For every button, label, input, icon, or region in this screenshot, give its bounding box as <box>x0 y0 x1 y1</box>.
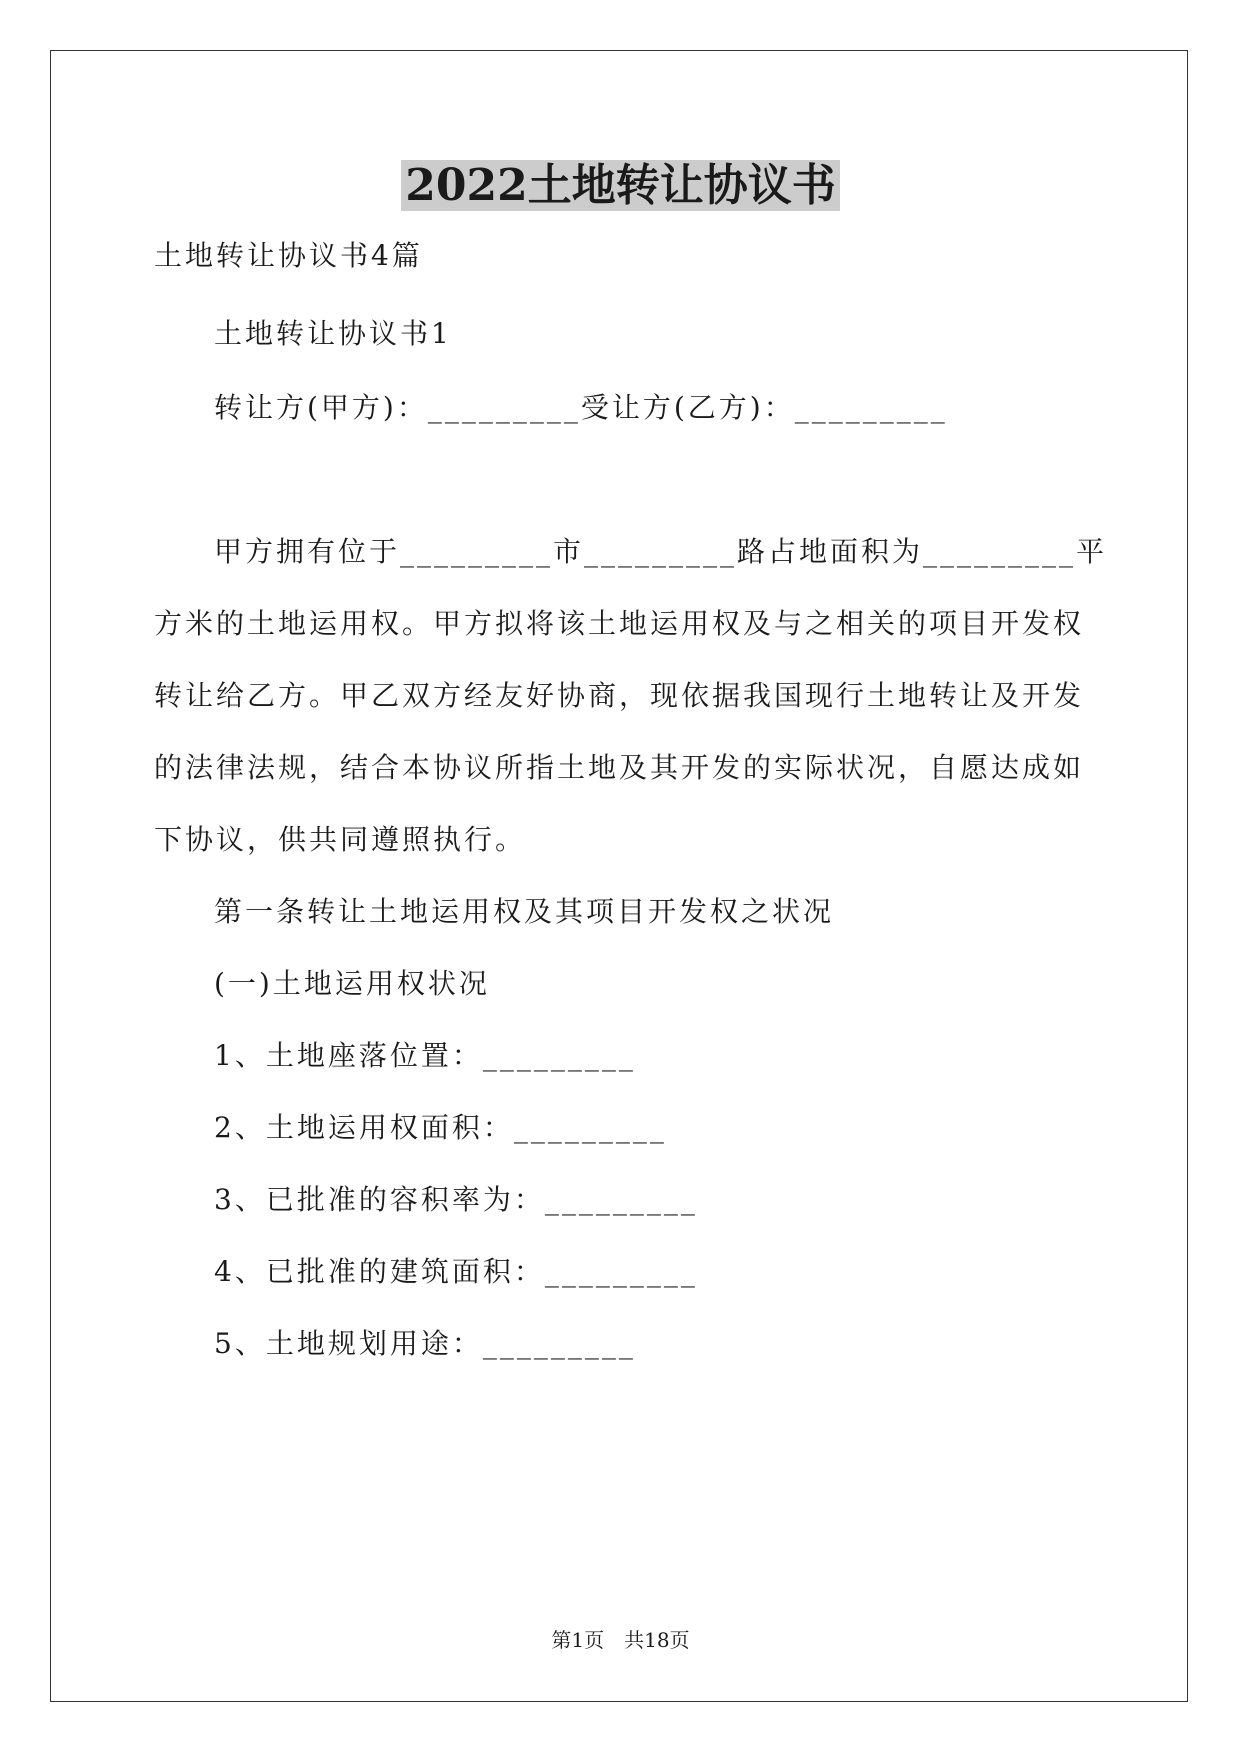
page-footer: 第1页 共18页 <box>551 1628 690 1652</box>
document-title-text: 2022土地转让协议书 <box>401 160 839 211</box>
sub-title: (一)土地运用权状况 <box>214 967 490 1000</box>
list-item: 5、土地规划用途：_________ <box>214 1327 636 1360</box>
paragraph-line-3: 转让给乙方。甲乙双方经友好协商，现依据我国现行土地转让及开发 <box>154 679 1085 712</box>
paragraph-line-2: 方米的土地运用权。甲方拟将该土地运用权及与之相关的项目开发权 <box>154 607 1085 640</box>
list-item: 4、已批准的建筑面积：_________ <box>214 1255 698 1288</box>
document-subtitle: 土地转让协议书4篇 <box>154 239 423 272</box>
paragraph-line-1: 甲方拥有位于_________市_________路占地面积为_________平 <box>214 535 1108 568</box>
list-item: 1、土地座落位置：_________ <box>214 1039 636 1072</box>
list-item: 3、已批准的容积率为：_________ <box>214 1183 698 1216</box>
parties-line: 转让方(甲方)：_________受让方(乙方)：_________ <box>214 391 948 424</box>
paragraph-line-4: 的法律法规，结合本协议所指土地及其开发的实际状况，自愿达成如 <box>154 751 1085 784</box>
document-title <box>0 156 1241 216</box>
page-border <box>50 50 1188 1702</box>
section-title: 土地转让协议书1 <box>214 317 452 350</box>
list-item: 2、土地运用权面积：_________ <box>214 1111 667 1144</box>
article-title: 第一条转让土地运用权及其项目开发权之状况 <box>214 895 835 928</box>
paragraph-line-5: 下协议，供共同遵照执行。 <box>154 823 527 856</box>
